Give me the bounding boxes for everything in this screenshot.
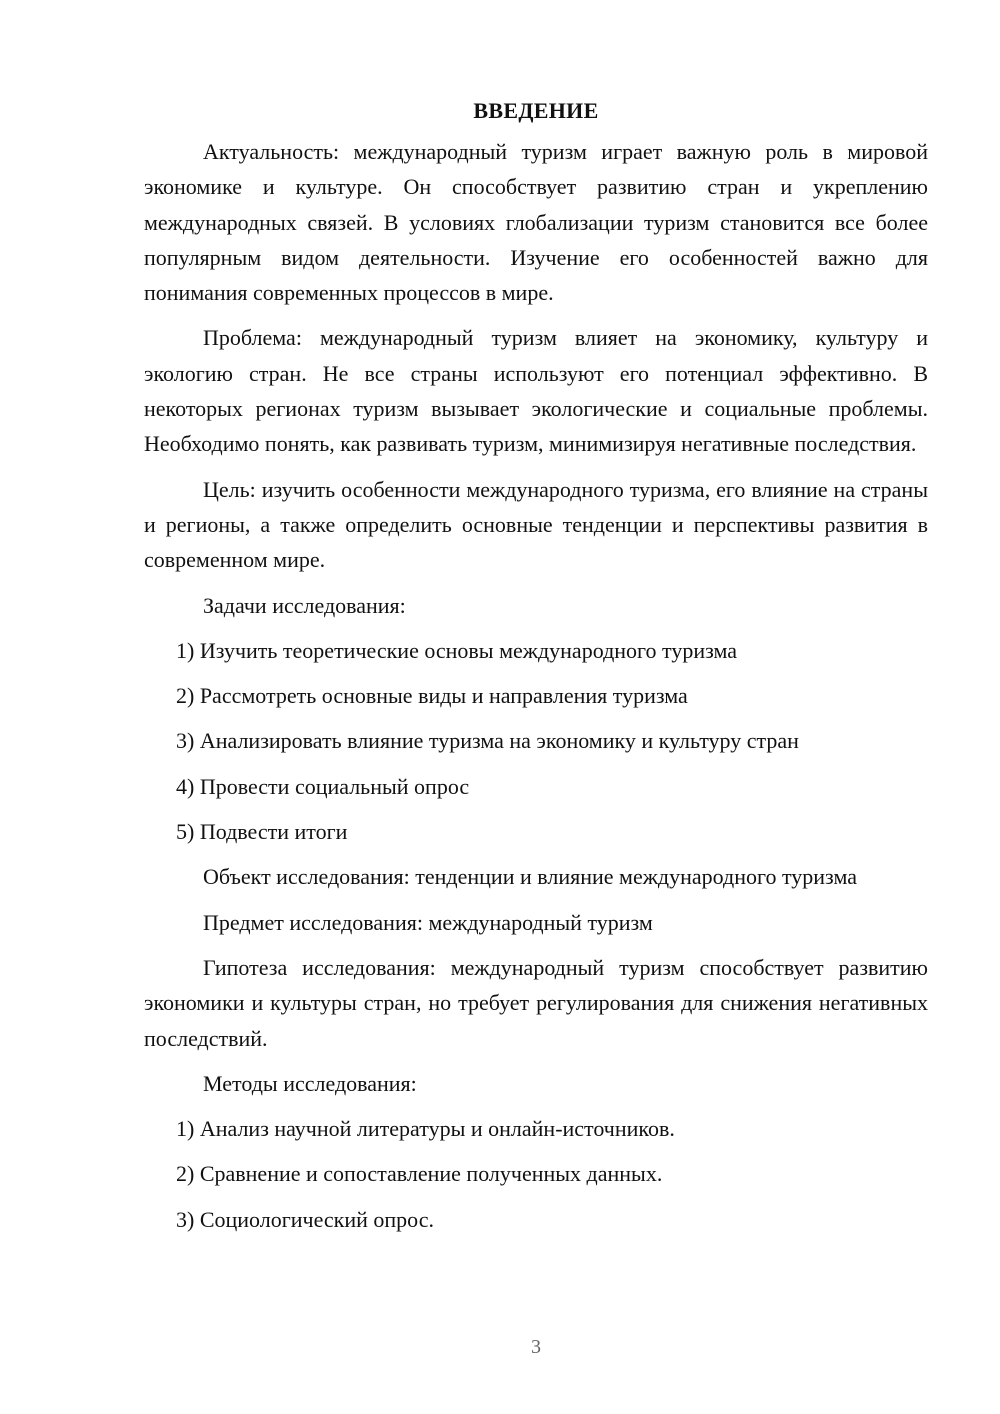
task-item: 2) Рассмотреть основные виды и направления туризма bbox=[176, 683, 688, 709]
object-paragraph: Объект исследования: тенденции и влияние международного туризма bbox=[203, 864, 857, 890]
subject-paragraph: Предмет исследования: международный туризм bbox=[203, 909, 653, 935]
problem-paragraph: Проблема: международный туризм влияет на экономику, культуру и экологию стран. Не все страны используют его потенциал эффективно. В некоторых регионах туризм вызывает экологические и социальные проблемы. Необходимо понять, как развивать туризм, минимизируя негативные последствия. bbox=[144, 325, 928, 457]
page-number: 3 bbox=[531, 1336, 541, 1358]
method-item: 2) Сравнение и сопоставление полученных данных. bbox=[176, 1161, 663, 1187]
goal-paragraph: Цель: изучить особенности международного туризма, его влияние на страны и регионы, а также определить основные тенденции и перспективы развития в современном мире. bbox=[144, 476, 928, 573]
method-item: 3) Социологический опрос. bbox=[176, 1206, 434, 1232]
methods-list bbox=[144, 1111, 928, 1237]
section-title: ВВЕДЕНИЕ bbox=[473, 98, 599, 123]
hypothesis-paragraph: Гипотеза исследования: международный туризм способствует развитию экономики и культуры стран, но требует регулирования для снижения негативных последствий. bbox=[144, 954, 928, 1051]
relevance-paragraph: Актуальность: международный туризм играет важную роль в мировой экономике и культуре. Он способствует развитию стран и укреплению международных связей. В условиях глобализации туризм становится все более популярным видом деятельности. Изучение его особенностей важно для понимания современных процессов в мире. bbox=[144, 139, 928, 306]
tasks-heading: Задачи исследования: bbox=[203, 592, 406, 618]
task-item: 4) Провести социальный опрос bbox=[176, 773, 470, 799]
tasks-list bbox=[144, 633, 928, 849]
method-item: 1) Анализ научной литературы и онлайн-источников. bbox=[176, 1116, 675, 1142]
page-content bbox=[144, 96, 928, 1247]
task-item: 3) Анализировать влияние туризма на экономику и культуру стран bbox=[176, 728, 799, 754]
methods-heading: Методы исследования: bbox=[203, 1070, 417, 1096]
task-item: 5) Подвести итоги bbox=[176, 819, 348, 845]
task-item: 1) Изучить теоретические основы международного туризма bbox=[176, 637, 738, 663]
